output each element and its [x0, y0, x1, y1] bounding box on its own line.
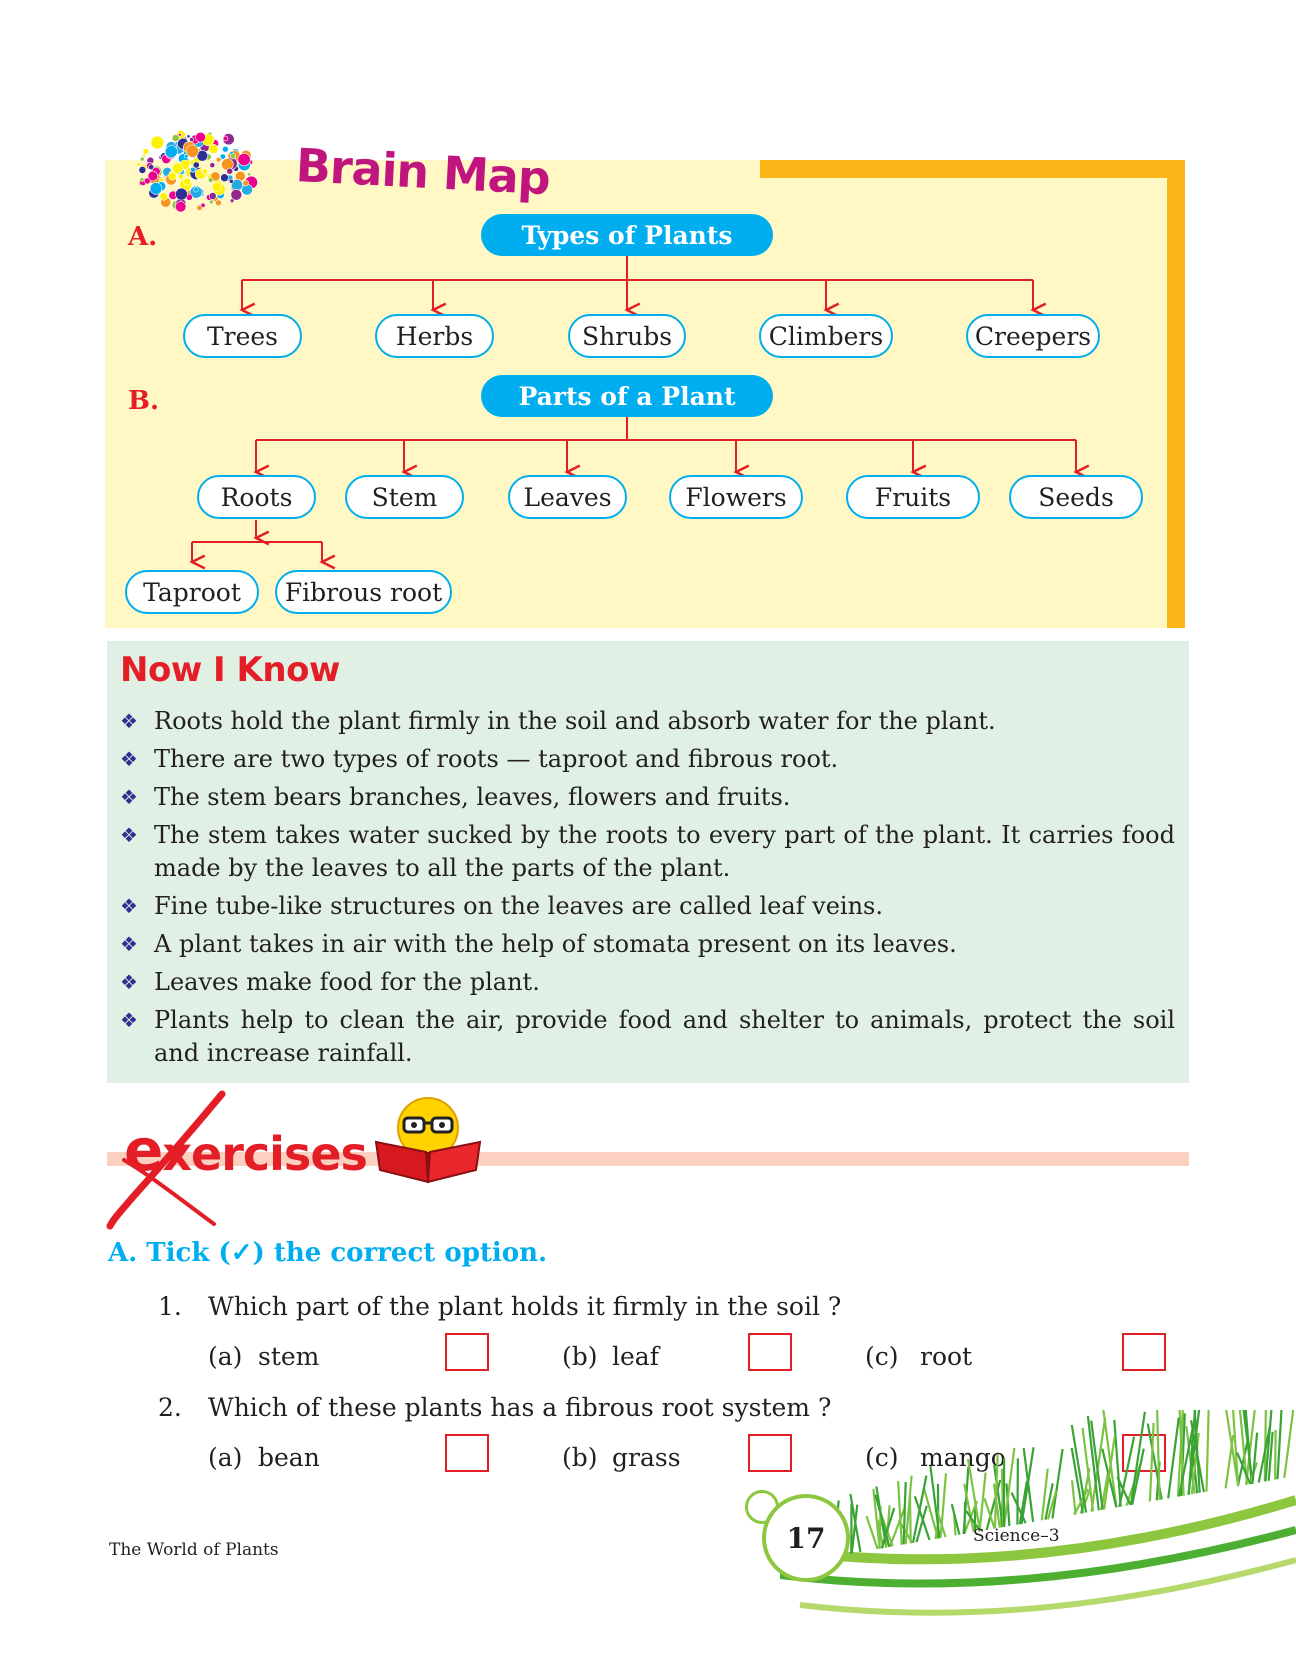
bullet-icon: ❖ [120, 1008, 138, 1032]
section-b-letter: B. [128, 386, 160, 416]
node-stem: Stem [345, 475, 464, 519]
question-2-text: Which of these plants has a fibrous root system ? [208, 1393, 832, 1422]
node-fruits: Fruits [846, 475, 980, 519]
node-climbers: Climbers [759, 314, 893, 358]
q1-option-c-checkbox[interactable] [1122, 1333, 1166, 1371]
q2-option-c-text: mango [920, 1443, 1006, 1472]
q1-option-b-label: (b) [562, 1342, 598, 1371]
node-shrubs: Shrubs [568, 314, 686, 358]
exercise-a-heading: A. Tick (✓) the correct option. [108, 1238, 548, 1268]
fact-item [120, 705, 1175, 738]
parts-of-a-plant-heading: Parts of a Plant [481, 375, 773, 417]
node-roots: Roots [197, 475, 316, 519]
exercises-title-rest: xercises [162, 1127, 367, 1181]
bullet-icon: ❖ [120, 970, 138, 994]
exercises-title [124, 1116, 367, 1184]
node-herbs: Herbs [375, 314, 494, 358]
fact-text: Plants help to clean the air, provide food and shelter to animals, protect the soil and increase rainfall. [154, 1006, 1175, 1067]
bullet-icon: ❖ [120, 747, 138, 771]
fact-item [120, 781, 1175, 814]
fact-item [120, 966, 1175, 999]
footer-subject: Science–3 [973, 1526, 1060, 1546]
node-fibrous-root: Fibrous root [275, 570, 452, 614]
q1-option-c-text: root [920, 1342, 973, 1371]
q1-option-b-text: leaf [612, 1342, 659, 1371]
fact-text: The stem takes water sucked by the roots to every part of the plant. It carries food made by the leaves to all the parts of the plant. [154, 821, 1175, 882]
q1-option-c-label: (c) [865, 1342, 899, 1371]
brain-map-title: Brain Map [294, 138, 552, 206]
q2-option-b-label: (b) [562, 1443, 598, 1472]
q2-option-a-label: (a) [208, 1443, 243, 1472]
fact-text: The stem bears branches, leaves, flowers and fruits. [154, 783, 791, 811]
fact-text: There are two types of roots — taproot and fibrous root. [154, 745, 839, 773]
q1-option-a-text: stem [258, 1342, 320, 1371]
exercises-title-first: e [124, 1116, 163, 1184]
fact-item [120, 819, 1175, 885]
fact-text: Fine tube-like structures on the leaves are called leaf veins. [154, 892, 883, 920]
q2-option-a-text: bean [258, 1443, 320, 1472]
q2-option-c-label: (c) [865, 1443, 899, 1472]
bullet-icon: ❖ [120, 932, 138, 956]
node-creepers: Creepers [966, 314, 1100, 358]
bullet-icon: ❖ [120, 894, 138, 918]
bullet-icon: ❖ [120, 823, 138, 847]
reading-smiley-icon [372, 1094, 484, 1184]
q1-option-a-checkbox[interactable] [445, 1333, 489, 1371]
fact-text: Roots hold the plant firmly in the soil and absorb water for the plant. [154, 707, 996, 735]
node-seeds: Seeds [1009, 475, 1143, 519]
fact-text: A plant takes in air with the help of stomata present on its leaves. [154, 930, 957, 958]
bullet-icon: ❖ [120, 709, 138, 733]
fact-text: Leaves make food for the plant. [154, 968, 540, 996]
bullet-icon: ❖ [120, 785, 138, 809]
now-i-know-title: Now I Know [120, 650, 340, 690]
fact-item [120, 743, 1175, 776]
types-of-plants-heading: Types of Plants [481, 214, 773, 256]
node-trees: Trees [183, 314, 302, 358]
page-number: 17 [762, 1494, 850, 1582]
facts-list [120, 705, 1175, 1075]
fact-item [120, 1004, 1175, 1070]
node-taproot: Taproot [125, 570, 259, 614]
node-flowers: Flowers [669, 475, 803, 519]
footer-chapter: The World of Plants [109, 1540, 279, 1560]
fact-item [120, 890, 1175, 923]
fact-item [120, 928, 1175, 961]
question-2-number: 2. [158, 1393, 182, 1422]
q1-option-b-checkbox[interactable] [748, 1333, 792, 1371]
node-leaves: Leaves [508, 475, 627, 519]
section-a-letter: A. [128, 222, 158, 252]
question-1-text: Which part of the plant holds it firmly in the soil ? [208, 1292, 842, 1321]
q2-option-b-text: grass [612, 1443, 681, 1472]
q2-option-a-checkbox[interactable] [445, 1434, 489, 1472]
q1-option-a-label: (a) [208, 1342, 243, 1371]
question-1-number: 1. [158, 1292, 182, 1321]
